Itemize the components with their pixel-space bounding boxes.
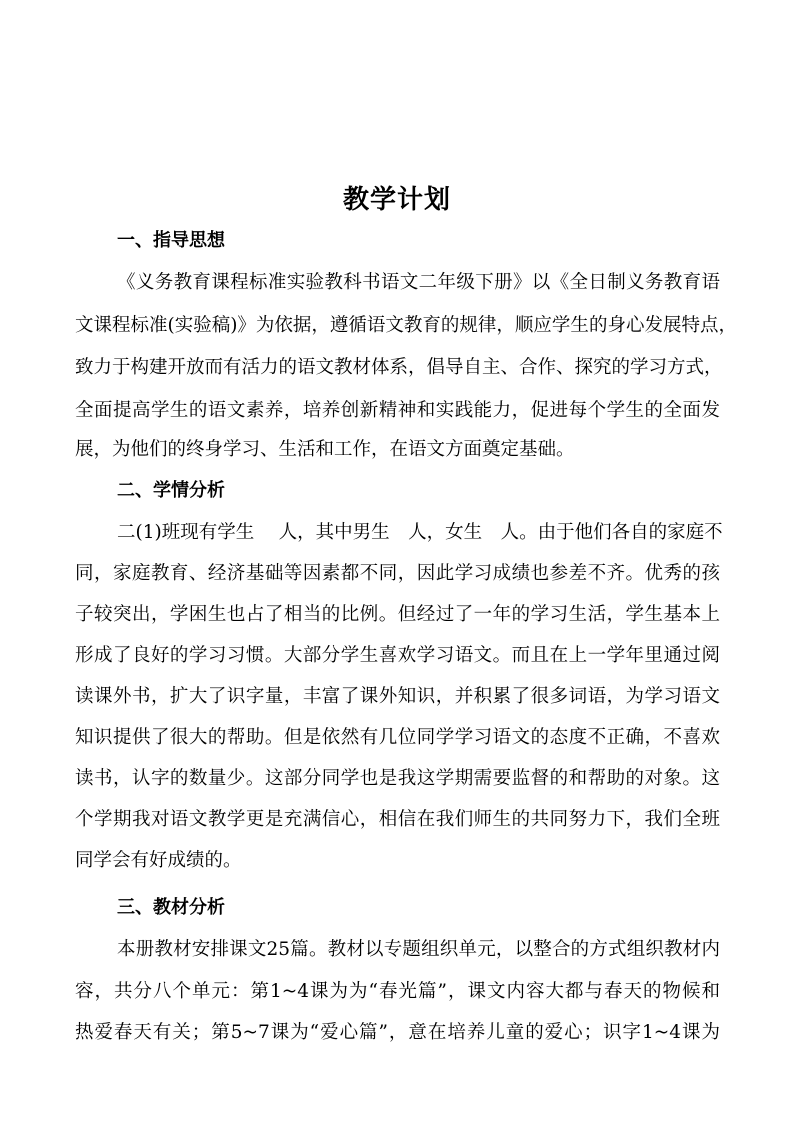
paragraph-line: 知识提供了很大的帮助。但是依然有几位同学学习语文的态度不正确，不喜欢 [75,727,720,748]
paragraph-line: 《义务教育课程标准实验教科书语文二年级下册》以《全日制义务教育语 [117,272,720,293]
paragraph-line: 展，为他们的终身学习、生活和工作，在语文方面奠定基础。 [75,439,575,460]
paragraph-line: 容，共分八个单元：第1~4课为为“春光篇”，课文内容大都与春天的物候和 [75,981,720,1002]
paragraph-line: 致力于构建开放而有活力的语文教材体系，倡导自主、合作、探究的学习方式， [75,357,723,378]
section-heading-guiding-ideology: 一、指导思想 [117,230,225,251]
paragraph-line: 热爱春天有关；第5~7课为“爱心篇”，意在培养儿童的爱心；识字1~4课为 [75,1022,720,1043]
paragraph-line: 读书，认字的数量少。这部分同学也是我这学期需要监督的和帮助的对象。这 [75,768,720,789]
paragraph-line: 个学期我对语文教学更是充满信心，相信在我们师生的共同努力下，我们全班 [75,809,720,830]
paragraph-line: 二(1)班现有学生 人，其中男生 人，女生 人。由于他们各自的家庭不 [117,522,723,543]
paragraph-line: 同，家庭教育、经济基础等因素都不同，因此学习成绩也参差不齐。优秀的孩 [75,563,720,584]
paragraph-line: 同学会有好成绩的。 [75,850,242,871]
paragraph-line: 全面提高学生的语文素养，培养创新精神和实践能力，促进每个学生的全面发 [75,400,720,421]
document-title: 教学计划 [342,185,451,215]
paragraph-line: 子较突出，学困生也占了相当的比例。但经过了一年的学习生活，学生基本上 [75,604,720,625]
paragraph-line: 文课程标准(实验稿)》为依据，遵循语文教育的规律，顺应学生的身心发展特点， [75,315,737,336]
paragraph-line: 形成了良好的学习习惯。大部分学生喜欢学习语文。而且在上一学年里通过阅 [75,645,720,666]
paragraph-line: 读课外书，扩大了识字量，丰富了课外知识，并积累了很多词语，为学习语文 [75,686,720,707]
section-heading-textbook-analysis: 三、教材分析 [117,897,225,918]
section-heading-student-analysis: 二、学情分析 [117,480,225,501]
paragraph-line: 本册教材安排课文25篇。教材以专题组织单元，以整合的方式组织教材内 [117,939,720,960]
